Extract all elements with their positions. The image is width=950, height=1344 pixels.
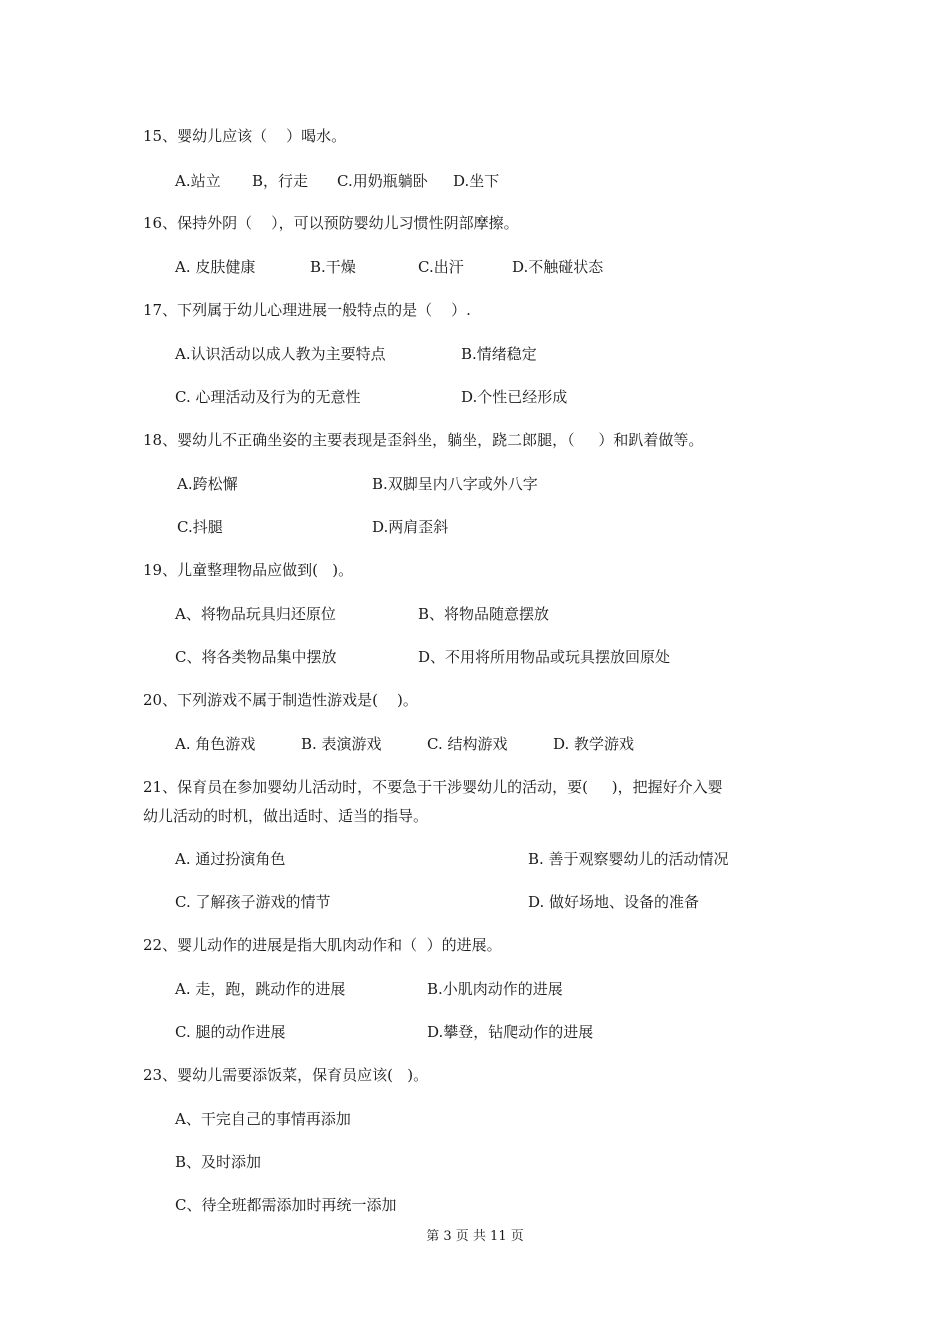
question-20-option-b: B. 表演游戏	[301, 735, 382, 753]
question-23-option-a: A、干完自己的事情再添加	[175, 1110, 351, 1128]
question-23-option-b: B、及时添加	[175, 1153, 262, 1171]
question-18-option-b: B.双脚呈内八字或外八字	[372, 475, 538, 493]
question-19-option-d: D、不用将所用物品或玩具摆放回原处	[418, 648, 671, 666]
question-22-stem: 22、婴儿动作的进展是指大肌肉动作和（ ）的进展。	[143, 936, 502, 954]
question-16-option-b: B.干燥	[310, 258, 356, 276]
question-21-option-b: B. 善于观察婴幼儿的活动情况	[528, 850, 729, 868]
question-21-stem-continued: 幼儿活动的时机，做出适时、适当的指导。	[143, 807, 429, 825]
question-20-option-d: D. 教学游戏	[553, 735, 635, 753]
question-21-option-c: C. 了解孩子游戏的情节	[175, 893, 331, 911]
question-20-stem: 20、下列游戏不属于制造性游戏是( )。	[143, 691, 418, 709]
question-15-option-d: D.坐下	[453, 172, 500, 190]
question-21-option-d: D. 做好场地、设备的准备	[528, 893, 700, 911]
question-21-option-a: A. 通过扮演角色	[175, 850, 286, 868]
question-19-option-c: C、将各类物品集中摆放	[175, 648, 337, 666]
question-23-stem: 23、婴幼儿需要添饭菜，保育员应该( )。	[143, 1066, 429, 1084]
question-18-option-d: D.两肩歪斜	[372, 518, 449, 536]
question-22-option-a: A. 走，跑，跳动作的进展	[175, 980, 346, 998]
question-19-option-a: A、将物品玩具归还原位	[175, 605, 336, 623]
question-16-option-d: D.不触碰状态	[512, 258, 604, 276]
question-16-option-c: C.出汗	[418, 258, 464, 276]
question-15-option-c: C.用奶瓶躺卧	[337, 172, 428, 190]
question-17-option-c: C. 心理活动及行为的无意性	[175, 388, 361, 406]
page-footer: 第 3 页 共 11 页	[426, 1229, 524, 1244]
question-17-option-d: D.个性已经形成	[461, 388, 568, 406]
question-15-stem: 15、婴幼儿应该（ ）喝水。	[143, 127, 347, 145]
question-20-option-a: A. 角色游戏	[175, 735, 256, 753]
question-17-option-a: A.认识活动以成人教为主要特点	[175, 345, 386, 363]
question-18-stem: 18、婴幼儿不正确坐姿的主要表现是歪斜坐，躺坐，跷二郎腿，（ ）和趴着做等。	[143, 431, 704, 449]
question-18-option-a: A.跨松懈	[177, 475, 238, 493]
question-20-option-c: C. 结构游戏	[427, 735, 508, 753]
question-17-stem: 17、下列属于幼儿心理进展一般特点的是（ ）.	[143, 301, 471, 319]
question-22-option-c: C. 腿的动作进展	[175, 1023, 286, 1041]
question-15-option-b: B，行走	[252, 172, 309, 190]
question-16-option-a: A. 皮肤健康	[175, 258, 256, 276]
question-17-option-b: B.情绪稳定	[461, 345, 537, 363]
question-22-option-d: D.攀登，钻爬动作的进展	[427, 1023, 594, 1041]
question-15-option-a: A.站立	[175, 172, 221, 190]
question-22-option-b: B.小肌肉动作的进展	[427, 980, 563, 998]
question-18-option-c: C.抖腿	[177, 518, 223, 536]
question-21-stem: 21、保育员在参加婴幼儿活动时，不要急于干涉婴幼儿的活动，要( )，把握好介入婴	[143, 778, 723, 796]
question-19-option-b: B、将物品随意摆放	[418, 605, 550, 623]
question-23-option-c: C、待全班都需添加时再统一添加	[175, 1196, 397, 1214]
question-16-stem: 16、保持外阴（ ），可以预防婴幼儿习惯性阴部摩擦。	[143, 214, 519, 232]
question-19-stem: 19、儿童整理物品应做到( )。	[143, 561, 354, 579]
